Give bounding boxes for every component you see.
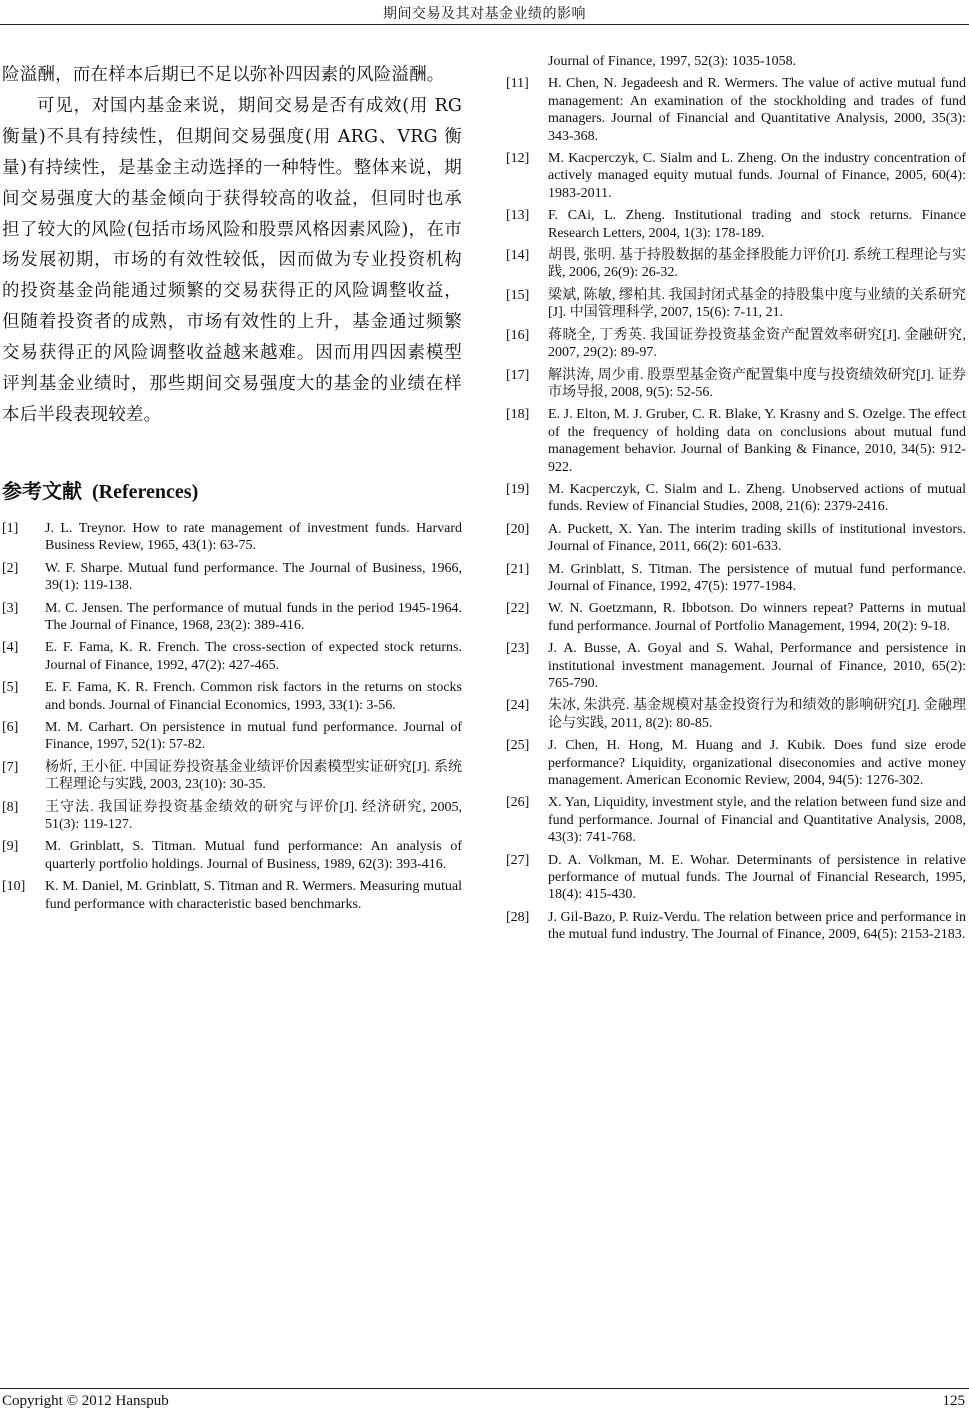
reference-item [506,794,966,846]
footer-rule [0,1388,969,1389]
reference-text: X. Yan, Liquidity, investment style, and the relation between fund size and fund performance. Journal of Financial and Quantitative Analysis, 2008, 43(3): 741-768. [548,795,966,846]
reference-number: [2] [2,560,19,576]
reference-number: [17] [506,367,530,383]
page-number: 125 [942,1393,965,1409]
reference-number: [25] [506,738,530,754]
reference-item [2,520,462,555]
reference-item [506,600,966,635]
reference-text: Journal of Finance, 1997, 52(3): 1035-1058. [548,54,797,69]
references-title-cn: 参考文献 [2,478,82,503]
running-header: 期间交易及其对基金业绩的影响 [383,6,586,22]
reference-number: [16] [506,327,530,343]
reference-text: M. Grinblatt, S. Titman. The persistence of mutual fund performance. Journal of Finance, 1992, 47(5): 1977-1984. [548,561,966,594]
reference-text: 胡畏, 张明. 基于持股数据的基金择股能力评价[J]. 系统工程理论与实践, 2006, 26(9): 26-32. [548,248,966,281]
reference-number: [9] [2,839,19,855]
reference-number: [7] [2,759,19,775]
reference-text: J. A. Busse, A. Goyal and S. Wahal, Performance and persistence in institutional investment management. Journal of Finance, 2010, 65(2): 765-790. [548,641,966,691]
reference-item [506,75,966,145]
reference-text: F. CAi, L. Zheng. Institutional trading and stock returns. Finance Research Letters, 2004, 1(3): 178-189. [548,208,966,241]
reference-number: [13] [506,208,530,224]
reference-text: K. M. Daniel, M. Grinblatt, S. Titman and R. Wermers. Measuring mutual fund performance with characteristic based benchmarks. [45,879,462,912]
reference-text: 王守法. 我国证券投资基金绩效的研究与评价[J]. 经济研究, 2005, 51(3): 119-127. [45,799,462,832]
reference-item [506,247,966,282]
reference-item [2,719,462,754]
reference-item [2,838,462,873]
reference-item [506,640,966,692]
reference-item [506,521,966,556]
reference-number: [5] [2,680,19,696]
reference-number: [10] [2,879,26,895]
reference-text: E. J. Elton, M. J. Gruber, C. R. Blake, Y. Krasny and S. Ozelge. The effect of the frequency of holding data on conclusions about mutual fund management behavior. Journal of Banking & Finance, 2010, 34(5): 912-922. [548,407,966,475]
reference-item [506,150,966,202]
body-paragraph-1: 险溢酬，而在样本后期已不足以弥补四因素的风险溢酬。 [2,65,445,85]
reference-item [506,327,966,362]
reference-number: [12] [506,151,530,167]
reference-item [506,909,966,944]
reference-number: [18] [506,407,530,423]
reference-number: [26] [506,795,530,811]
reference-item [2,639,462,674]
reference-item [2,878,462,913]
reference-item [2,560,462,595]
reference-number: [23] [506,641,530,657]
reference-item [2,759,462,794]
reference-item [506,561,966,596]
reference-item [506,406,966,476]
reference-number: [14] [506,248,530,264]
reference-text: M. M. Carhart. On persistence in mutual fund performance. Journal of Finance, 1997, 52(1): 57-82. [45,719,462,753]
body-paragraph-2: 可见，对国内基金来说，期间交易是否有成效(用 RG 衡量)不具有持续性，但期间交易强度(用 ARG、VRG 衡量)有持续性，是基金主动选择的一种特性。整体来说，期间交易强度大的基金倾向于获得较高的收益，但同时也承担了较大的风险(包括市场风险和股票风格因素风险)，在市场发展初期，市场的有效性较低，因而做为专业投资机构的投资基金尚能通过频繁的交易获得正的风险调整收益，但随着投资者的成熟，市场有效性的上升，基金通过频繁交易获得正的风险调整收益越来越难。因而用四因素模型评判基金业绩时，那些期间交易强度大的基金的业绩在样本后半段表现较差。 [2,95,462,425]
reference-text: 解洪涛, 周少甫. 股票型基金资产配置集中度与投资绩效研究[J]. 证券市场导报, 2008, 9(5): 52-56. [548,367,966,400]
reference-item [506,697,966,732]
reference-number: [20] [506,521,530,537]
reference-text: J. Gil-Bazo, P. Ruiz-Verdu. The relation between price and performance in the mutual fund industry. The Journal of Finance, 2009, 64(5): 2153-2183. [548,909,966,943]
reference-number: [15] [506,287,530,303]
reference-text: E. F. Fama, K. R. French. The cross-section of expected stock returns. Journal of Finance, 1992, 47(2): 427-465. [45,640,462,673]
reference-text: J. Chen, H. Hong, M. Huang and J. Kubik. Does fund size erode performance? Liquidity, organizational diseconomies and active money management. American Economic Review, 2004, 94(5): 1276-302. [548,738,966,789]
reference-continuation [506,53,966,70]
reference-number: [27] [506,852,530,868]
reference-text: 梁斌, 陈敏, 缪柏其. 我国封闭式基金的持股集中度与业绩的关系研究[J]. 中国管理科学, 2007, 15(6): 7-11, 21. [548,287,966,321]
reference-item [506,207,966,242]
reference-number: [1] [2,520,19,536]
left-column [2,60,462,918]
reference-text: W. N. Goetzmann, R. Ibbotson. Do winners repeat? Patterns in mutual fund performance. Journal of Portfolio Management, 1994, 20(2): 9-18. [548,601,966,634]
reference-number: [4] [2,640,19,656]
reference-number: [8] [2,799,19,815]
reference-item [506,367,966,402]
reference-number: [22] [506,601,530,617]
right-column [506,53,966,949]
reference-text: J. L. Treynor. How to rate management of investment funds. Harvard Business Review, 1965, 43(1): 63-75. [45,520,462,554]
reference-number: [11] [506,76,529,92]
reference-item [506,852,966,904]
reference-text: W. F. Sharpe. Mutual fund performance. The Journal of Business, 1966, 39(1): 119-138. [45,560,462,594]
references-title-en: (References) [92,480,199,503]
reference-number: [28] [506,909,530,925]
reference-text: M. C. Jensen. The performance of mutual funds in the period 1945-1964. The Journal of Finance, 1968, 23(2): 389-416. [45,600,462,633]
reference-text: D. A. Volkman, M. E. Wohar. Determinants of persistence in relative performance of mutual funds. The Journal of Financial Research, 1995, 18(4): 415-430. [548,852,966,903]
reference-item [2,799,462,834]
reference-text: M. Grinblatt, S. Titman. Mutual fund performance: An analysis of quarterly portfolio holdings. Journal of Business, 1989, 62(3): 393-416. [45,839,462,872]
reference-text: 蒋晓全, 丁秀英. 我国证券投资基金资产配置效率研究[J]. 金融研究, 2007, 29(2): 89-97. [548,327,966,361]
reference-number: [6] [2,719,19,735]
reference-number: [19] [506,481,530,497]
reference-text: 朱冰, 朱洪亮. 基金规模对基金投资行为和绩效的影响研究[J]. 金融理论与实践, 2011, 8(2): 80-85. [548,698,966,731]
reference-item [2,679,462,714]
reference-text: H. Chen, N. Jegadeesh and R. Wermers. The value of active mutual fund management: An examination of the stockholding and trades of fund managers. Journal of Financial and Quantitative Analysis, 2000, 35(3): 343-368. [548,76,966,144]
reference-text: M. Kacperczyk, C. Sialm and L. Zheng. On the industry concentration of actively managed equity mutual funds. Journal of Finance, 2005, 60(4): 1983-2011. [548,151,966,201]
reference-item [506,287,966,322]
reference-text: A. Puckett, X. Yan. The interim trading skills of institutional investors. Journal of Finance, 2011, 66(2): 601-633. [548,521,966,555]
reference-item [506,737,966,789]
reference-number: [3] [2,600,19,616]
references-heading [2,475,462,504]
copyright-notice: Copyright © 2012 Hanspub [2,1393,169,1409]
reference-text: 杨炘, 王小征. 中国证券投资基金业绩评价因素模型实证研究[J]. 系统工程理论与实践, 2003, 23(10): 30-35. [45,759,462,793]
reference-number: [24] [506,698,530,714]
reference-item [2,600,462,635]
reference-text: E. F. Fama, K. R. French. Common risk factors in the returns on stocks and bonds. Journal of Financial Economics, 1993, 33(1): 3-56. [45,680,462,713]
header-rule [0,24,969,25]
reference-number: [21] [506,561,530,577]
reference-text: M. Kacperczyk, C. Sialm and L. Zheng. Unobserved actions of mutual funds. Review of Financial Studies, 2008, 21(6): 2379-2416. [548,481,966,515]
reference-item [506,481,966,516]
references-list-left [2,520,462,913]
